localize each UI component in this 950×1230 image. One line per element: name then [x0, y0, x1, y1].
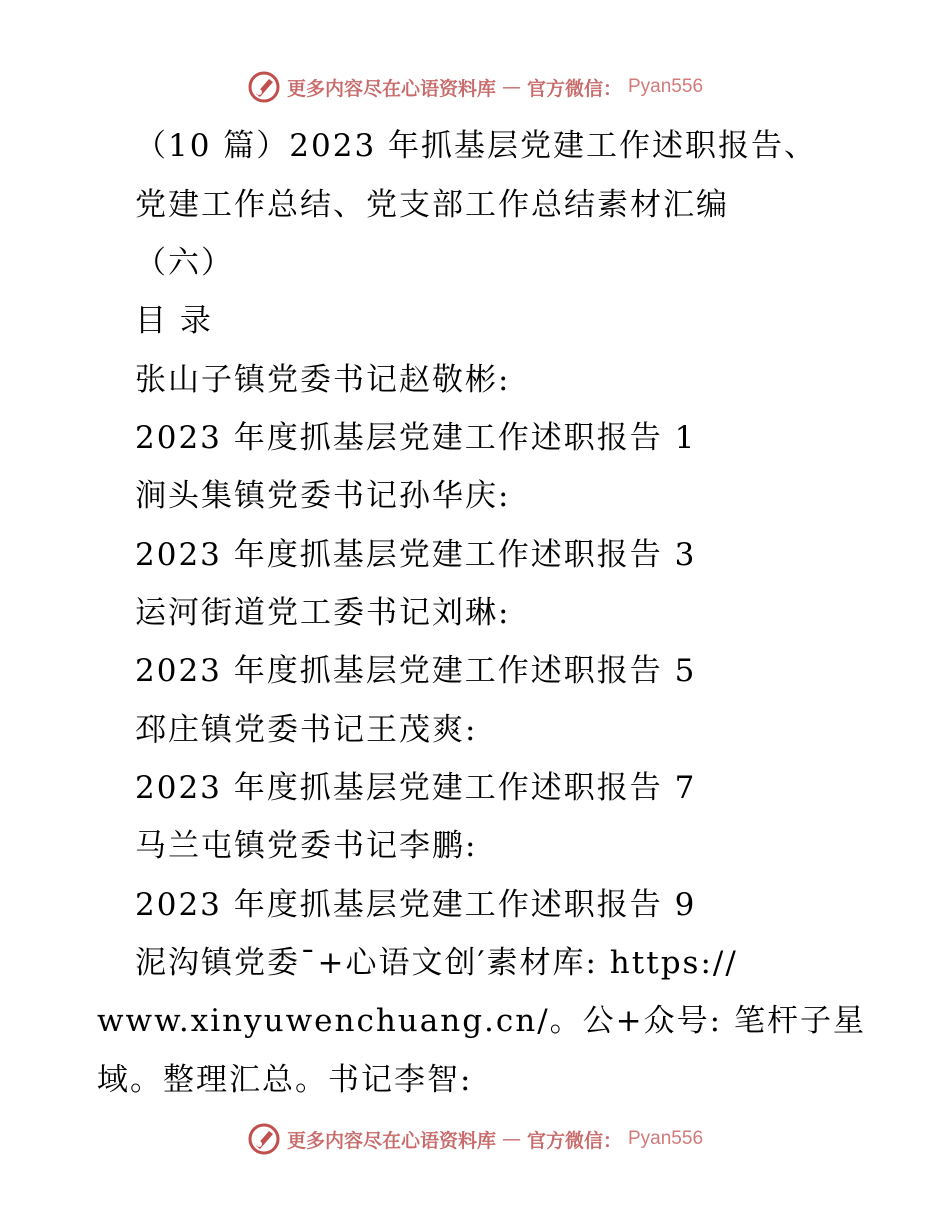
watermark-wechat-label: 官方微信： [526, 1129, 622, 1152]
watermark-wechat-label: 官方微信： [526, 77, 622, 100]
doc-title-line-1: （10 篇）2023 年抓基层党建工作述职报告、 [135, 128, 818, 164]
toc-entry-title: 2023 年度抓基层党建工作述职报告 7 [135, 770, 697, 806]
toc-entry-author: 马兰屯镇党委书记李鹏: [135, 828, 478, 864]
watermark-wechat-id: Pyan556 [628, 1128, 704, 1149]
watermark-dash: — [501, 1128, 521, 1150]
toc-heading: 目 录 [135, 303, 213, 339]
toc-entry-title: 2023 年度抓基层党建工作述职报告 9 [135, 887, 697, 923]
toc-entry-author: 张山子镇党委书记赵敬彬: [135, 362, 511, 398]
toc-entry-author: 运河街道党工委书记刘琳: [135, 595, 511, 631]
logo-icon [247, 70, 281, 104]
doc-title-line-3: （六） [135, 245, 234, 281]
body-text-line: 域。整理汇总。书记李智: [97, 1062, 473, 1098]
header-watermark [0, 70, 950, 104]
watermark-wechat-id: Pyan556 [628, 76, 704, 97]
toc-entry-author: 泥沟镇党委¯+心语文创′素材库: https:// [135, 945, 738, 981]
footer-watermark [0, 1122, 950, 1156]
watermark-text: 更多内容尽在心语资料库 [286, 77, 496, 100]
toc-entry-title: 2023 年度抓基层党建工作述职报告 5 [135, 653, 697, 689]
toc-entry-author: 邳庄镇党委书记王茂爽: [135, 712, 478, 748]
watermark-text: 更多内容尽在心语资料库 [286, 1129, 496, 1152]
body-text-line: www.xinyuwenchuang.cn/。公+众号: 笔杆子星 [97, 1003, 866, 1039]
toc-entry-author: 涧头集镇党委书记孙华庆: [135, 478, 511, 514]
watermark-dash: — [501, 76, 521, 98]
logo-icon [247, 1122, 281, 1156]
toc-entry-title: 2023 年度抓基层党建工作述职报告 3 [135, 537, 697, 573]
toc-entry-title: 2023 年度抓基层党建工作述职报告 1 [135, 420, 697, 456]
doc-title-line-2: 党建工作总结、党支部工作总结素材汇编 [135, 187, 729, 223]
